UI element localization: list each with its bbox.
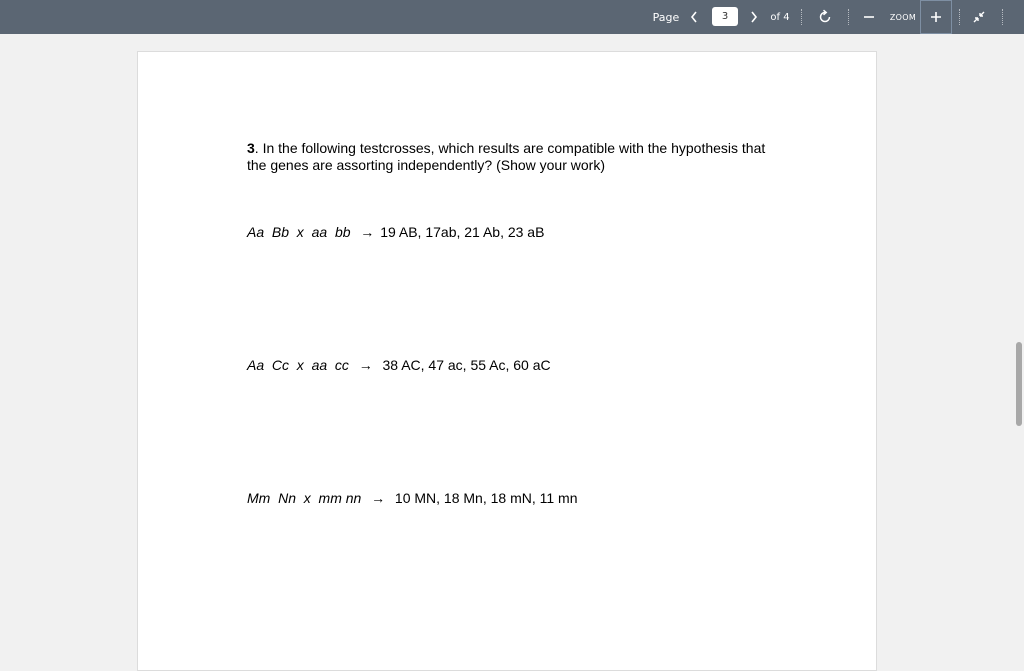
testcross-line bbox=[247, 357, 551, 373]
zoom-out-button[interactable] bbox=[859, 0, 879, 34]
rotate-button[interactable] bbox=[814, 0, 836, 34]
toolbar-divider bbox=[848, 9, 849, 25]
next-page-button[interactable] bbox=[744, 0, 764, 34]
toolbar-divider bbox=[801, 9, 802, 25]
arrow-icon: → bbox=[371, 490, 386, 506]
chevron-left-icon bbox=[689, 10, 699, 24]
page-label: Page bbox=[652, 10, 680, 24]
previous-page-button[interactable] bbox=[684, 0, 704, 34]
question-number: 3 bbox=[247, 140, 255, 156]
question-body: . In the following testcrosses, which results are compatible with the hypothesis that the genes are assorting independently? (Show your work) bbox=[247, 140, 766, 173]
arrow-icon: → bbox=[360, 224, 375, 240]
cross-results: 38 AC, 47 ac, 55 Ac, 60 aC bbox=[378, 357, 551, 373]
testcross-line bbox=[247, 490, 578, 506]
cross-results: 19 AB, 17ab, 21 Ab, 23 aB bbox=[380, 224, 545, 240]
arrow-icon: → bbox=[358, 357, 373, 373]
question-text bbox=[247, 140, 787, 174]
minus-icon bbox=[863, 11, 875, 23]
toolbar-divider bbox=[959, 9, 960, 25]
toolbar-divider bbox=[1002, 9, 1003, 25]
cross-results: 10 MN, 18 Mn, 18 mN, 11 mn bbox=[391, 490, 578, 506]
cross-genotypes: Mm Nn x mm nn bbox=[247, 490, 362, 506]
zoom-label: ZOOM bbox=[889, 12, 917, 22]
page-number-input[interactable] bbox=[712, 7, 738, 26]
viewer-toolbar bbox=[0, 0, 1024, 34]
page-count-label: of 4 bbox=[770, 11, 790, 23]
zoom-in-button[interactable] bbox=[920, 0, 952, 34]
cross-genotypes: Aa Bb x aa bb bbox=[247, 224, 351, 240]
testcross-line bbox=[247, 224, 544, 240]
exit-fullscreen-button[interactable] bbox=[966, 0, 992, 34]
document-page bbox=[137, 51, 877, 671]
rotate-icon bbox=[817, 9, 833, 25]
cross-genotypes: Aa Cc x aa cc bbox=[247, 357, 349, 373]
plus-icon bbox=[930, 11, 942, 23]
chevron-right-icon bbox=[749, 10, 759, 24]
vertical-scrollbar[interactable] bbox=[1013, 34, 1024, 640]
document-viewer bbox=[0, 34, 1024, 640]
scrollbar-thumb[interactable] bbox=[1016, 342, 1022, 426]
collapse-icon bbox=[972, 10, 986, 24]
